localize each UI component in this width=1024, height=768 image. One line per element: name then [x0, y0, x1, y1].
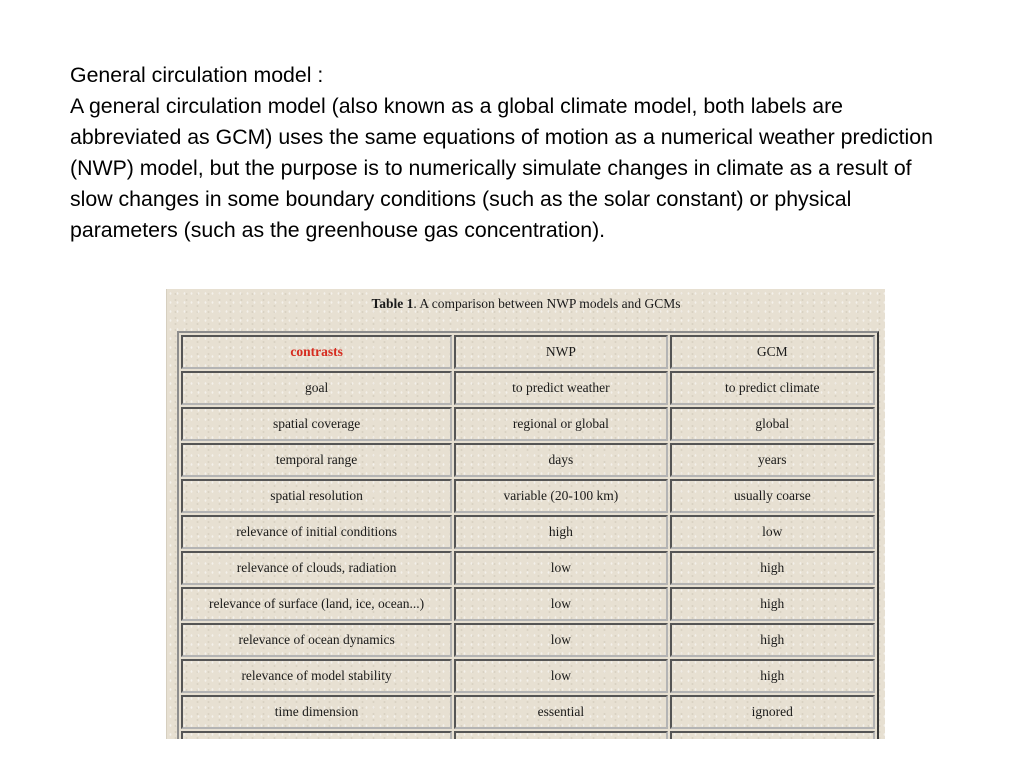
nwp-cell: low: [454, 659, 667, 693]
nwp-cell: low: [454, 551, 667, 585]
row-label: relevance of clouds, radiation: [181, 551, 452, 585]
header-gcm: GCM: [670, 335, 875, 369]
nwp-cell: essential: [454, 695, 667, 729]
table-row: [181, 515, 875, 549]
table-figure: [166, 289, 885, 739]
table-row: [181, 695, 875, 729]
nwp-cell: high: [454, 515, 667, 549]
row-label-empty: [181, 731, 452, 739]
text-block: [70, 60, 960, 246]
table-row: [181, 407, 875, 441]
comparison-table: [177, 331, 879, 739]
description-paragraph: A general circulation model (also known as a global climate model, both labels are abbreviated as GCM) uses the same equations of motion as a numerical weather prediction (NWP) model, but the purpose is to numerically simulate changes in climate as a result of slow changes in some boundary conditions (such as the solar constant) or physical parameters (such as the greenhouse gas concentration).: [70, 94, 933, 242]
row-label: goal: [181, 371, 452, 405]
gcm-cell: global: [670, 407, 875, 441]
table-caption: [167, 289, 885, 321]
row-label: relevance of ocean dynamics: [181, 623, 452, 657]
header-nwp: NWP: [454, 335, 667, 369]
nwp-cell: regional or global: [454, 407, 667, 441]
table-row: [181, 587, 875, 621]
nwp-cell: low: [454, 623, 667, 657]
row-label: spatial resolution: [181, 479, 452, 513]
table-row: [181, 551, 875, 585]
row-label: relevance of surface (land, ice, ocean...): [181, 587, 452, 621]
gcm-cell: high: [670, 587, 875, 621]
gcm-cell: low: [670, 515, 875, 549]
gcm-cell: high: [670, 659, 875, 693]
row-label: temporal range: [181, 443, 452, 477]
gcm-cell-empty: [670, 731, 875, 739]
table-row: [181, 623, 875, 657]
row-label: relevance of model stability: [181, 659, 452, 693]
table-caption-label: Table 1: [371, 296, 414, 311]
row-label: relevance of initial conditions: [181, 515, 452, 549]
gcm-cell: years: [670, 443, 875, 477]
nwp-cell: days: [454, 443, 667, 477]
gcm-cell: to predict climate: [670, 371, 875, 405]
heading: General circulation model :: [70, 63, 324, 87]
header-contrasts: contrasts: [181, 335, 452, 369]
nwp-cell-empty: [454, 731, 667, 739]
table-row: [181, 479, 875, 513]
gcm-cell: ignored: [670, 695, 875, 729]
table-header-row: [181, 335, 875, 369]
row-label: time dimension: [181, 695, 452, 729]
table-row-partial: [181, 731, 875, 739]
gcm-cell: high: [670, 623, 875, 657]
nwp-cell: low: [454, 587, 667, 621]
table-row: [181, 443, 875, 477]
table-caption-text: . A comparison between NWP models and GCMs: [413, 296, 681, 311]
gcm-cell: high: [670, 551, 875, 585]
nwp-cell: variable (20-100 km): [454, 479, 667, 513]
table-row: [181, 371, 875, 405]
gcm-cell: usually coarse: [670, 479, 875, 513]
row-label: spatial coverage: [181, 407, 452, 441]
table-row: [181, 659, 875, 693]
nwp-cell: to predict weather: [454, 371, 667, 405]
